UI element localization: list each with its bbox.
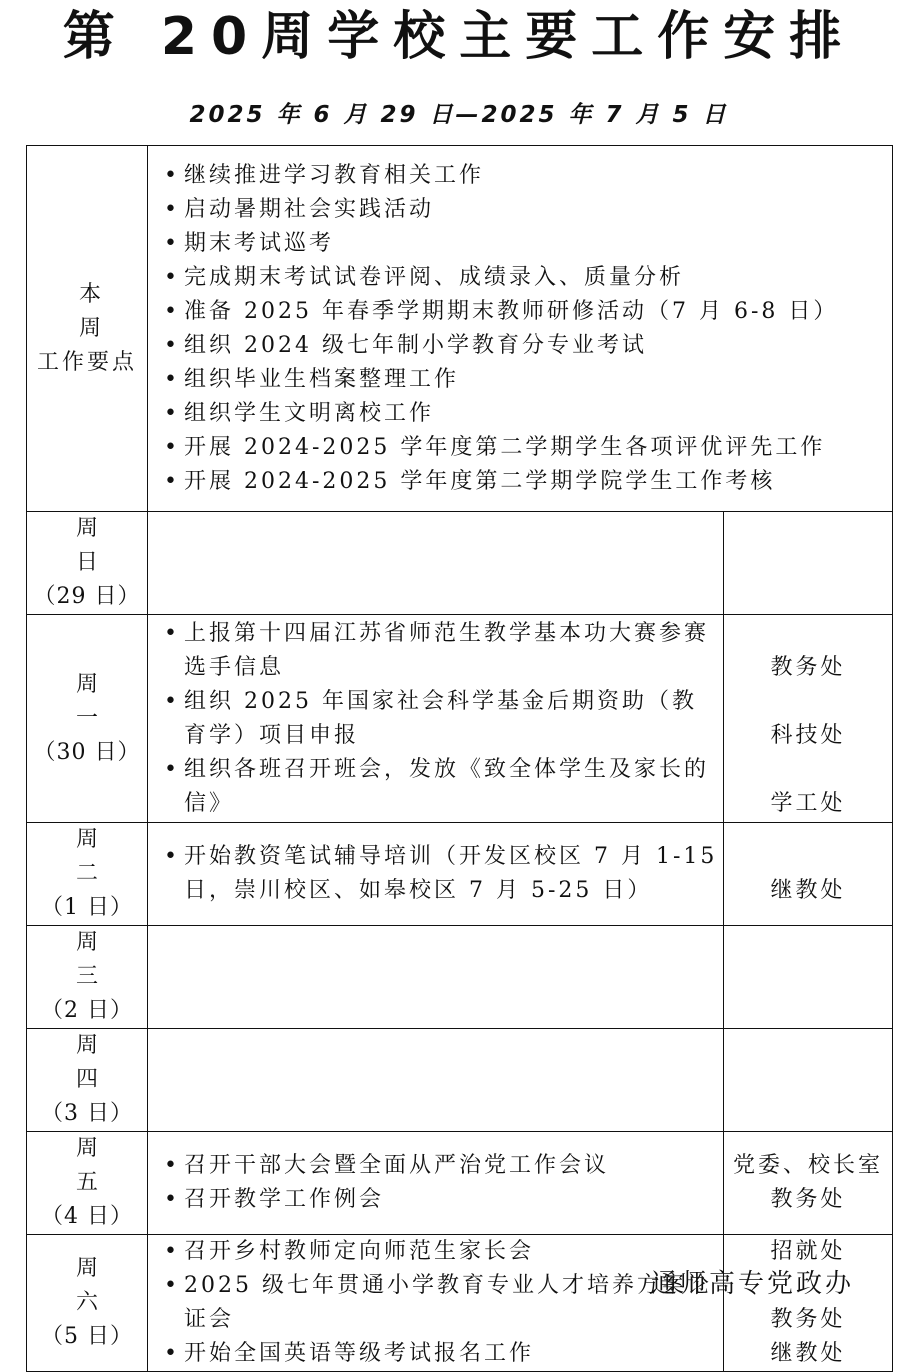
dept-label: 党委、校长室 xyxy=(733,1153,884,1178)
list-item: • 组织学生文明离校工作 xyxy=(162,397,888,431)
dept-cell xyxy=(724,1235,893,1372)
list-item: • 完成期末考试试卷评阅、成绩录入、质量分析 xyxy=(162,261,888,295)
date-range: 2025 年 6 月 29 日—2025 年 7 月 5 日 xyxy=(189,102,729,128)
list-item: • 组织 2024 级七年制小学教育分专业考试 xyxy=(162,329,888,363)
table-row xyxy=(27,1235,893,1372)
dept-label: 科技处 xyxy=(770,722,846,748)
dept-label: 继教处 xyxy=(770,1341,846,1366)
table-row xyxy=(27,926,893,1029)
list-item: • 2025 级七年贯通小学教育专业人才培养方案论证会 xyxy=(162,1269,719,1337)
day-cell-saturday: 周六 （5 日） xyxy=(27,1235,148,1372)
table-row xyxy=(27,1132,893,1235)
items-cell xyxy=(148,1132,724,1235)
dept-label: 继教处 xyxy=(770,878,846,903)
items-cell xyxy=(148,823,724,926)
day-cell-sunday: 周日 （29 日） xyxy=(27,512,148,615)
footer-signature: 通师高专党政办 xyxy=(650,1269,854,1299)
key-points-list xyxy=(148,146,893,512)
list-item: • 启动暑期社会实践活动 xyxy=(162,193,888,227)
list-item: • 开展 2024-2025 学年度第二学期学院学生工作考核 xyxy=(162,465,888,499)
day-cell-tuesday: 周二 （1 日） xyxy=(27,823,148,926)
items-cell xyxy=(148,1029,724,1132)
list-item: • 组织 2025 年国家社会科学基金后期资助（教育学）项目申报 xyxy=(162,685,719,753)
key-points-row xyxy=(27,146,893,512)
table-row xyxy=(27,1029,893,1132)
dept-label: 招就处 xyxy=(770,1239,846,1264)
table-row xyxy=(27,512,893,615)
dept-label: 教务处 xyxy=(770,654,846,680)
dept-label: 学工处 xyxy=(770,790,846,816)
dept-cell xyxy=(724,823,893,926)
schedule-table xyxy=(26,145,893,1372)
list-item: • 开展 2024-2025 学年度第二学期学生各项评优评先工作 xyxy=(162,431,888,465)
list-item: • 召开教学工作例会 xyxy=(162,1183,719,1217)
day-cell-friday: 周五 （4 日） xyxy=(27,1132,148,1235)
list-item: • 继续推进学习教育相关工作 xyxy=(162,159,888,193)
day-cell-thursday: 周四 （3 日） xyxy=(27,1029,148,1132)
key-points-label: 本周 工作要点 xyxy=(27,146,148,512)
dept-cell xyxy=(724,1029,893,1132)
list-item: • 召开干部大会暨全面从严治党工作会议 xyxy=(162,1149,719,1183)
table-row xyxy=(27,823,893,926)
dept-label: 教务处 xyxy=(770,1307,846,1332)
list-item: • 准备 2025 年春季学期期末教师研修活动（7 月 6-8 日） xyxy=(162,295,888,329)
day-cell-wednesday: 周三 （2 日） xyxy=(27,926,148,1029)
list-item: • 组织毕业生档案整理工作 xyxy=(162,363,888,397)
list-item: • 开始全国英语等级考试报名工作 xyxy=(162,1337,719,1371)
table-row xyxy=(27,615,893,823)
dept-cell xyxy=(724,926,893,1029)
list-item: • 期末考试巡考 xyxy=(162,227,888,261)
items-cell xyxy=(148,615,724,823)
list-item: • 开始教资笔试辅导培训（开发区校区 7 月 1-15 日，崇川校区、如皋校区 7 月 5-25 日） xyxy=(162,840,719,908)
dept-cell xyxy=(724,512,893,615)
items-cell xyxy=(148,926,724,1029)
items-cell xyxy=(148,512,724,615)
dept-cell xyxy=(724,615,893,823)
list-item: • 召开乡村教师定向师范生家长会 xyxy=(162,1235,719,1269)
day-cell-monday: 周一 （30 日） xyxy=(27,615,148,823)
list-item: • 组织各班召开班会，发放《致全体学生及家长的信》 xyxy=(162,753,719,821)
dept-cell xyxy=(724,1132,893,1235)
items-cell xyxy=(148,1235,724,1372)
list-item: • 上报第十四届江苏省师范生教学基本功大赛参赛选手信息 xyxy=(162,617,719,685)
dept-label: 教务处 xyxy=(770,1187,846,1212)
page-title: 第 20周学校主要工作安排 xyxy=(62,7,856,67)
